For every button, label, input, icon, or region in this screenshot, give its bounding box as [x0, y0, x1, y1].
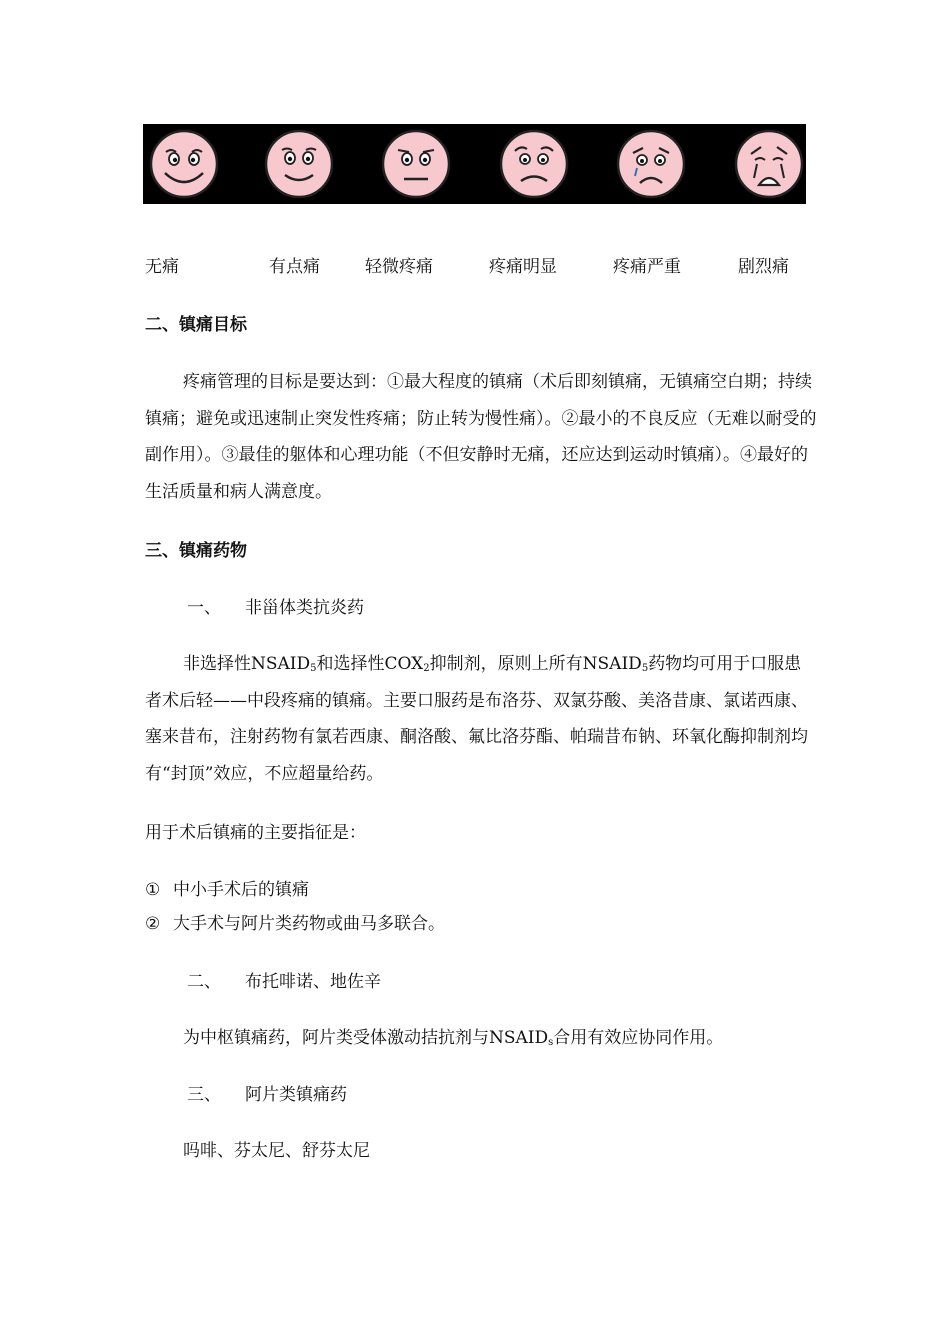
butorphanol-text-a: 为中枢镇痛药，阿片类受体激动拮抗剂与NSAID [183, 1028, 549, 1048]
section2-body [145, 364, 817, 510]
subsection1-title: 非甾体类抗炎药 [245, 598, 364, 618]
indication-1: 中小手术后的镇痛 [173, 880, 309, 900]
subsection2-title: 布托啡诺、地佐辛 [245, 972, 381, 992]
face-slight-pain-icon [263, 128, 335, 200]
nsaid-sub-1: 5 [310, 663, 317, 674]
nsaid-sub-2: 5 [641, 663, 649, 674]
face-moderate-pain-icon [498, 128, 570, 200]
pain-label-6: 剧烈痛 [738, 257, 789, 277]
nsaid-text-a: 非选择性NSAID [183, 654, 311, 674]
nsaid-text-b: 和选择性COX [316, 654, 424, 674]
section2-heading: 二、镇痛目标 [145, 315, 247, 335]
pain-label-5: 疼痛严重 [613, 257, 681, 277]
subsection3-title: 阿片类镇痛药 [245, 1085, 347, 1105]
indication-2-number: ② [145, 914, 161, 934]
face-mild-pain-icon [380, 128, 452, 200]
pain-faces-strip [143, 124, 806, 204]
section2-body-text: 疼痛管理的目标是要达到：①最大程度的镇痛（术后即刻镇痛，无镇痛空白期；持续镇痛；避免或迅速制止突发性疼痛；防止转为慢性痛）。②最小的不良反应（无难以耐受的副作用）。③最佳的躯体和心理功能（不但安静时无痛，还应达到运动时镇痛）。④最好的生活质量和病人满意度。 [145, 372, 817, 502]
opioid-list: 吗啡、芬太尼、舒芬太尼 [183, 1141, 370, 1161]
pain-label-1: 无痛 [145, 257, 179, 277]
nsaid-sub-3: s [548, 1037, 554, 1048]
section3-heading: 三、镇痛药物 [145, 541, 247, 561]
subsection3-number: 三、 [187, 1085, 221, 1105]
pain-label-3: 轻微疼痛 [365, 257, 433, 277]
indication-1-number: ① [145, 880, 161, 900]
butorphanol-paragraph [183, 1027, 723, 1049]
subsection1-number: 一、 [187, 598, 221, 618]
face-worst-pain-icon [733, 128, 805, 200]
butorphanol-text-b: 合用有效应协同作用。 [553, 1028, 724, 1048]
indication-title: 用于术后镇痛的主要指征是： [145, 823, 366, 843]
nsaid-paragraph [145, 646, 817, 792]
nsaid-text-d: 药物均可用于口服患者术后轻——中段疼痛的镇痛。主要口服药是布洛芬、双氯芬酸、美洛昔康、氯诺西康、塞来昔布，注射药物有氯若西康、酮洛酸、氟比洛芬酯、帕瑞昔布钠、环氧化酶抑制剂均有“封顶”效应，不应超量给药。 [145, 654, 808, 784]
pain-label-2: 有点痛 [269, 257, 320, 277]
cox-sub: 2 [423, 663, 430, 674]
nsaid-text-c: 抑制剂，原则上所有NSAID [429, 654, 642, 674]
face-no-pain-icon [148, 128, 220, 200]
face-severe-pain-icon [615, 128, 687, 200]
pain-label-4: 疼痛明显 [489, 257, 557, 277]
indication-2: 大手术与阿片类药物或曲马多联合。 [173, 914, 445, 934]
subsection2-number: 二、 [187, 972, 221, 992]
